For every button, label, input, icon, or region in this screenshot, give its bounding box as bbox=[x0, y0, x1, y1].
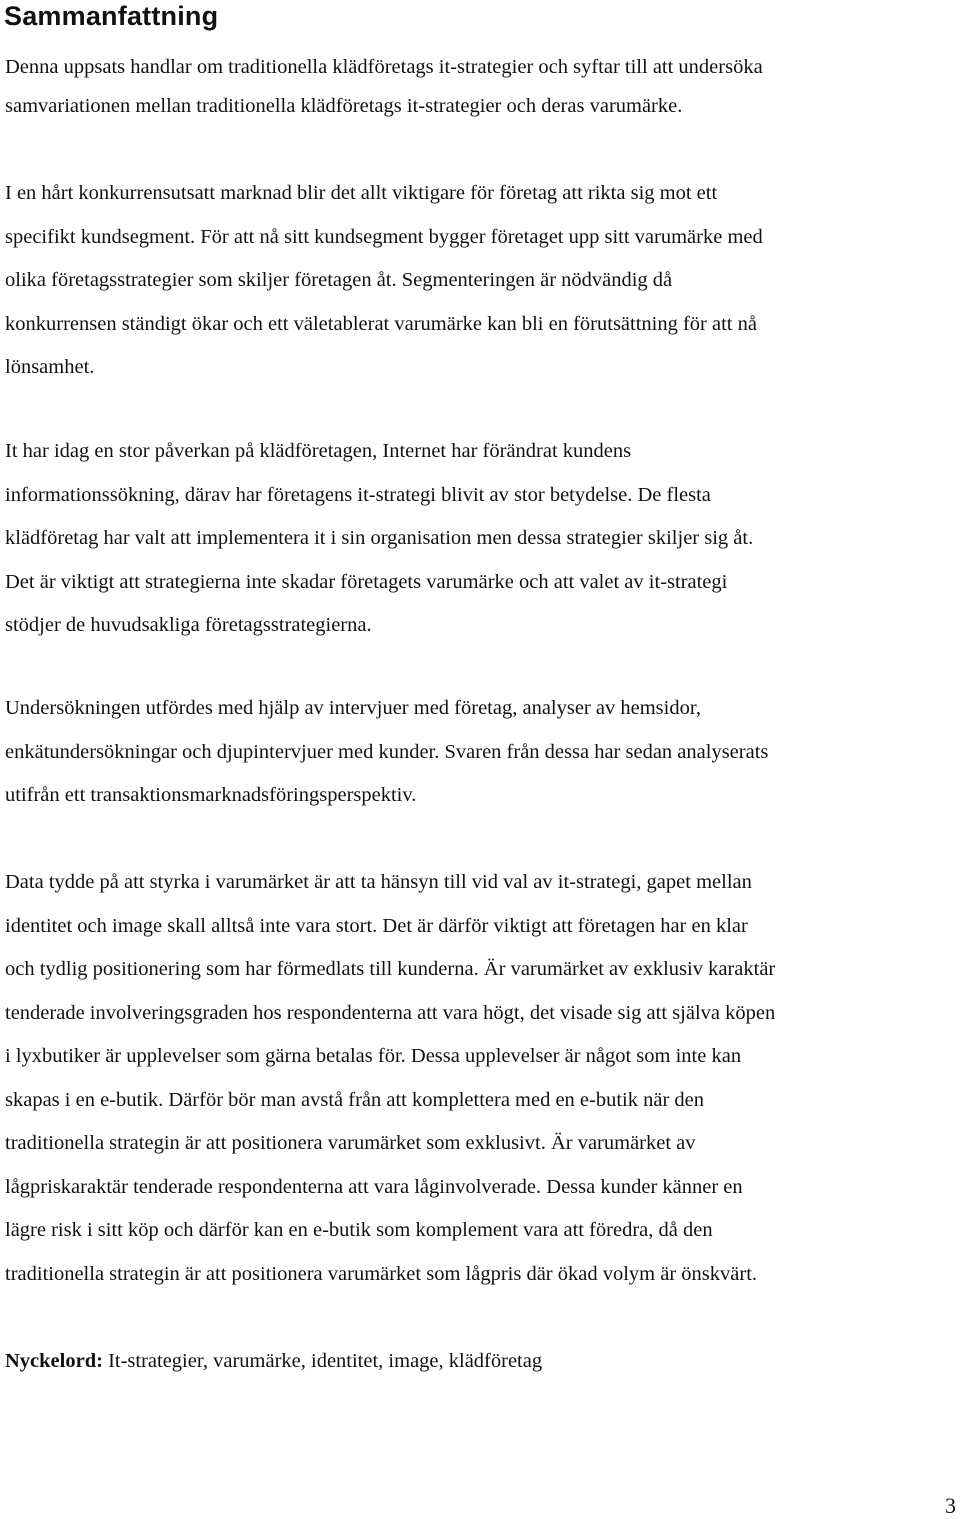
paragraph-purpose bbox=[5, 48, 960, 126]
text-line: lönsamhet. bbox=[5, 356, 95, 378]
page-number: 3 bbox=[945, 1493, 956, 1518]
text-line: skapas i en e-butik. Därför bör man avstå från att komplettera med en e-butik när den bbox=[5, 1088, 705, 1111]
text-line: specifikt kundsegment. För att nå sitt kundsegment bygger företaget upp sitt varumärke med bbox=[5, 225, 763, 248]
text-line: Denna uppsats handlar om traditionella klädföretags it-strategier och syftar till att undersöka bbox=[5, 56, 763, 78]
text-line: klädföretag har valt att implementera it i sin organisation men dessa strategier skiljer sig åt. bbox=[5, 527, 754, 549]
text-line: enkätundersökningar och djupintervjuer med kunder. Svaren från dessa har sedan analyserats bbox=[5, 740, 769, 763]
text-line: och tydlig positionering som har förmedlats till kunderna. Är varumärket av exklusiv karaktär bbox=[5, 958, 776, 980]
text-line: utifrån ett transaktionsmarknadsföringsperspektiv. bbox=[5, 784, 417, 806]
text-line: i lyxbutiker är upplevelser som gärna betalas för. Dessa upplevelser är något som inte kan bbox=[5, 1045, 742, 1067]
keywords-label: Nyckelord: bbox=[5, 1350, 103, 1372]
keywords-line bbox=[5, 1340, 960, 1384]
text-line: samvariationen mellan traditionella klädföretags it-strategier och deras varumärke. bbox=[5, 95, 683, 117]
text-line: stödjer de huvudsakliga företagsstrategierna. bbox=[5, 614, 372, 636]
text-line: lägre risk i sitt köp och därför kan en e-butik som komplement vara att föredra, då den bbox=[5, 1219, 713, 1241]
section-heading: Sammanfattning bbox=[4, 1, 219, 31]
text-line: Undersökningen utfördes med hjälp av intervjuer med företag, analyser av hemsidor, bbox=[5, 697, 701, 719]
text-line: I en hårt konkurrensutsatt marknad blir det allt viktigare för företag att rikta sig mot ett bbox=[5, 182, 718, 204]
keywords-text: It-strategier, varumärke, identitet, image, klädföretag bbox=[102, 1350, 543, 1372]
text-line: Det är viktigt att strategierna inte skadar företagets varumärke och att valet av it-strategi bbox=[5, 570, 728, 593]
text-line: olika företagsstrategier som skiljer företagen åt. Segmenteringen är nödvändig då bbox=[5, 269, 673, 291]
text-line: Data tydde på att styrka i varumärket är att ta hänsyn till vid val av it-strategi, gapet mellan bbox=[5, 871, 752, 893]
text-line: traditionella strategin är att positionera varumärket som lågpris där ökad volym är önskvärt. bbox=[5, 1262, 758, 1285]
text-line: tenderade involveringsgraden hos respondenterna att vara högt, det visade sig att själva köpen bbox=[5, 1001, 776, 1024]
text-line: identitet och image skall alltså inte vara stort. Det är därför viktigt att företagen har en klar bbox=[5, 914, 748, 937]
paragraph-it-influence bbox=[5, 430, 960, 648]
text-line: informationssökning, därav har företagens it-strategi blivit av stor betydelse. De flesta bbox=[5, 483, 711, 506]
text-line: lågpriskaraktär tenderade respondenterna att vara låginvolverade. Dessa kunder känner en bbox=[5, 1175, 743, 1198]
paragraph-results bbox=[5, 861, 960, 1296]
paragraph-background bbox=[5, 172, 960, 390]
paragraph-method bbox=[5, 687, 960, 818]
text-line: It har idag en stor påverkan på klädföretagen, Internet har förändrat kundens bbox=[5, 440, 632, 462]
text-line: konkurrensen ständigt ökar och ett väletablerat varumärke kan bli en förutsättning för att nå bbox=[5, 312, 757, 335]
text-line: traditionella strategin är att positionera varumärket som exklusivt. Är varumärket av bbox=[5, 1132, 696, 1154]
